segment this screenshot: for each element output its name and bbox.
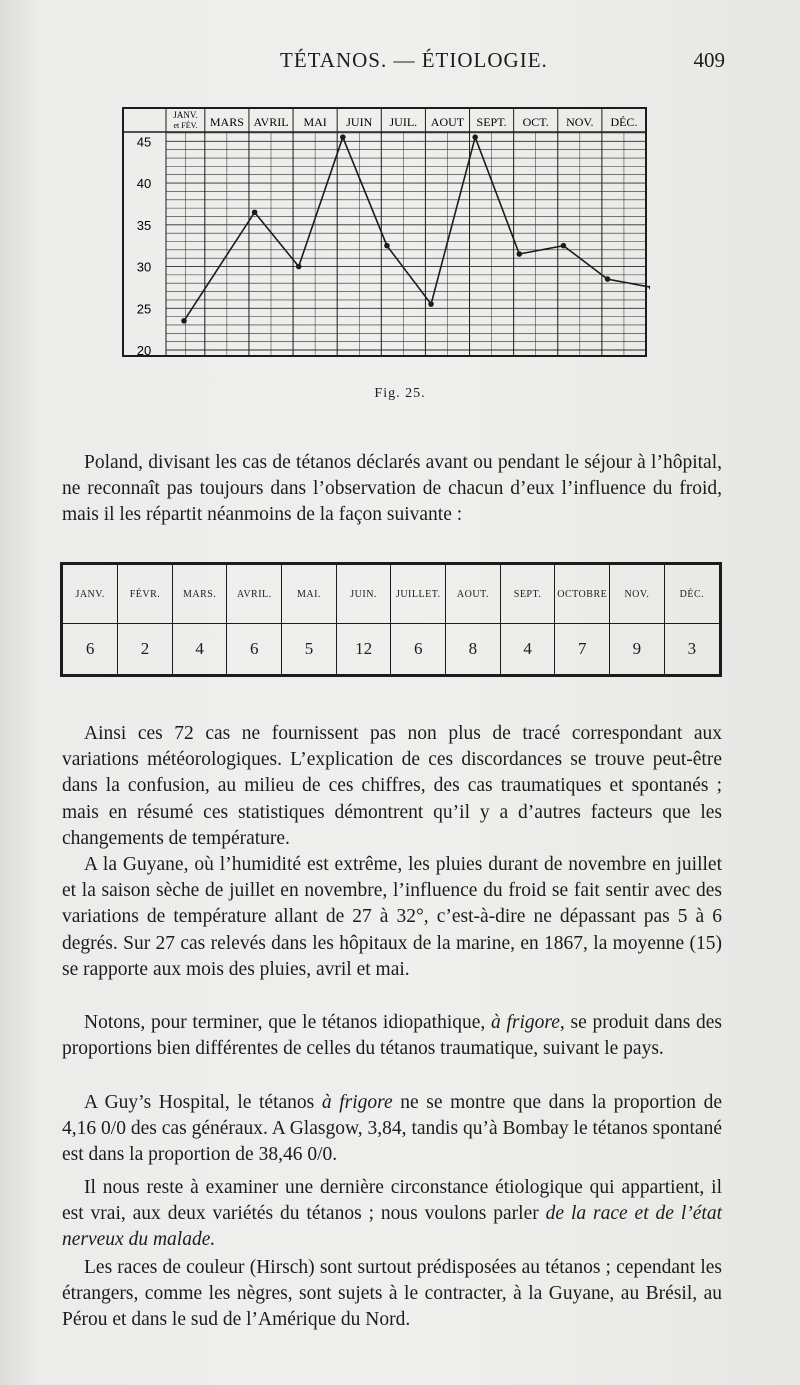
- table-value-cell: 9: [610, 624, 665, 675]
- table-value-cell: 4: [172, 624, 227, 675]
- running-title: TÉTANOS. — ÉTIOLOGIE.: [280, 48, 548, 72]
- running-head: [60, 48, 725, 78]
- paragraph-race: Il nous reste à examiner une dernière circonstance étiologique qui appartient, il est vrai, aux deux variétés du tétanos ; nous voulons parler de la race et de l’état nerveux du malade.: [62, 1176, 722, 1251]
- table-header-cell: AOUT.: [446, 565, 501, 624]
- chart-data-point: [384, 243, 390, 249]
- temperature-line-chart: [110, 100, 650, 362]
- paragraph-guys-hospital: A Guy’s Hospital, le tétanos à frigore ne se montre que dans la proportion de 4,16 0/0 des cas généraux. A Glasgow, 3,84, tandis qu’à Bombay le tétanos spontané est dans la proportion de 38,46 0/0.: [62, 1091, 722, 1166]
- chart-category-label: JUIN: [346, 115, 373, 129]
- chart-y-tick-label: 45: [136, 134, 152, 150]
- chart-data-point: [561, 243, 567, 249]
- cases-table: [60, 562, 722, 677]
- chart-data-point: [252, 209, 258, 215]
- page-number: 409: [693, 48, 725, 72]
- chart-y-tick-label: 25: [136, 301, 152, 317]
- chart-data-point: [605, 276, 611, 282]
- table-header-cell: JUIN.: [336, 565, 391, 624]
- paragraph-races-couleur: Les races de couleur (Hirsch) sont surtout prédisposées au tétanos ; cependant les étrangers, comme les nègres, sont sujets à le contracter, à la Guyane, au Brésil, au Pérou et dans le sud de l’Amérique du Nord.: [62, 1256, 722, 1331]
- table-value-cell: 2: [118, 624, 173, 675]
- table-header-cell: OCTOBRE: [555, 565, 610, 624]
- table-header-cell: MARS.: [172, 565, 227, 624]
- chart-category-label: JANV.: [173, 110, 198, 120]
- table-header-cell: MAI.: [282, 565, 337, 624]
- table-header-cell: SEPT.: [500, 565, 555, 624]
- chart-data-point: [296, 264, 302, 270]
- table-header-cell: FÉVR.: [118, 565, 173, 624]
- chart-y-tick-label: 30: [136, 259, 152, 275]
- table-value-cell: 12: [336, 624, 391, 675]
- chart-category-label: JUIL.: [389, 115, 418, 129]
- figure-caption: Fig. 25.: [374, 386, 426, 401]
- table-header-cell: AVRIL.: [227, 565, 282, 624]
- table-value-cell: 8: [446, 624, 501, 675]
- chart-data-point: [472, 134, 478, 140]
- chart-y-tick-label: 35: [136, 217, 152, 233]
- table-value-cell: 6: [227, 624, 282, 675]
- table-value-cell: 4: [500, 624, 555, 675]
- chart-data-point: [428, 301, 434, 307]
- chart-data-point: [516, 251, 522, 257]
- chart-y-tick-label: 40: [136, 176, 152, 192]
- table-values-row: [63, 624, 719, 675]
- chart-category-label: DÉC.: [610, 115, 638, 129]
- chart-category-label: OCT.: [522, 115, 549, 129]
- table-header-cell: JANV.: [63, 565, 118, 624]
- table-header-cell: JUILLET.: [391, 565, 446, 624]
- chart-series-line: [184, 137, 650, 321]
- table-value-cell: 7: [555, 624, 610, 675]
- table-value-cell: 5: [282, 624, 337, 675]
- chart-category-label: AVRIL: [253, 115, 289, 129]
- chart-category-label-line2: et FÉV.: [173, 121, 198, 130]
- paragraph-guyane: A la Guyane, où l’humidité est extrême, les pluies durant de novembre en juillet et la saison sèche de juillet en novembre, l’influence du froid se fait sentir avec des variations de température allant de 27 à 32°, c’est-à-dire ne dépassant pas 5 à 6 degrés. Sur 27 cas relevés dans les hôpitaux de la marine, en 1867, la moyenne (15) se rapporte aux mois des pluies, avril et mai.: [62, 853, 722, 981]
- chart-frame: [123, 108, 646, 356]
- paragraph-poland: Poland, divisant les cas de tétanos déclarés avant ou pendant le séjour à l’hôpital, ne reconnaît pas toujours dans l’observation de chacun d’eux l’influence du froid, mais il les répartit néanmoins de la façon suivante :: [62, 451, 722, 526]
- chart-data-point: [181, 318, 187, 324]
- table-value-cell: 3: [687, 639, 697, 658]
- chart-y-tick-label: 20: [136, 343, 152, 358]
- chart-data-point: [649, 285, 650, 291]
- chart-category-label: AOUT: [430, 115, 465, 129]
- chart-category-label: MARS: [209, 115, 244, 129]
- chart-category-label: MAI: [303, 115, 327, 129]
- chart-category-label: SEPT.: [476, 115, 507, 129]
- table-value-cell: 6: [391, 624, 446, 675]
- table-value-cell: 6: [63, 624, 118, 675]
- paragraph-ainsi: Ainsi ces 72 cas ne fournissent pas non plus de tracé correspondant aux variations météorologiques. L’explication de ces discordances se trouve peut-être dans la confusion, au milieu de ces chiffres, des cas traumatiques et spontanés ; mais en résumé ces statistiques démontrent qu’il y a d’autres facteurs que les changements de température.: [62, 722, 722, 850]
- chart-category-label: NOV.: [566, 115, 594, 129]
- paragraph-notons: Notons, pour terminer, que le tétanos idiopathique, à frigore, se produit dans des proportions bien différentes de celles du tétanos traumatique, suivant le pays.: [62, 1011, 723, 1059]
- chart-data-point: [340, 134, 346, 140]
- table-header-cell: NOV.: [610, 565, 665, 624]
- table-header-cell: DÉC.: [664, 565, 719, 624]
- table-header-row: [63, 565, 719, 624]
